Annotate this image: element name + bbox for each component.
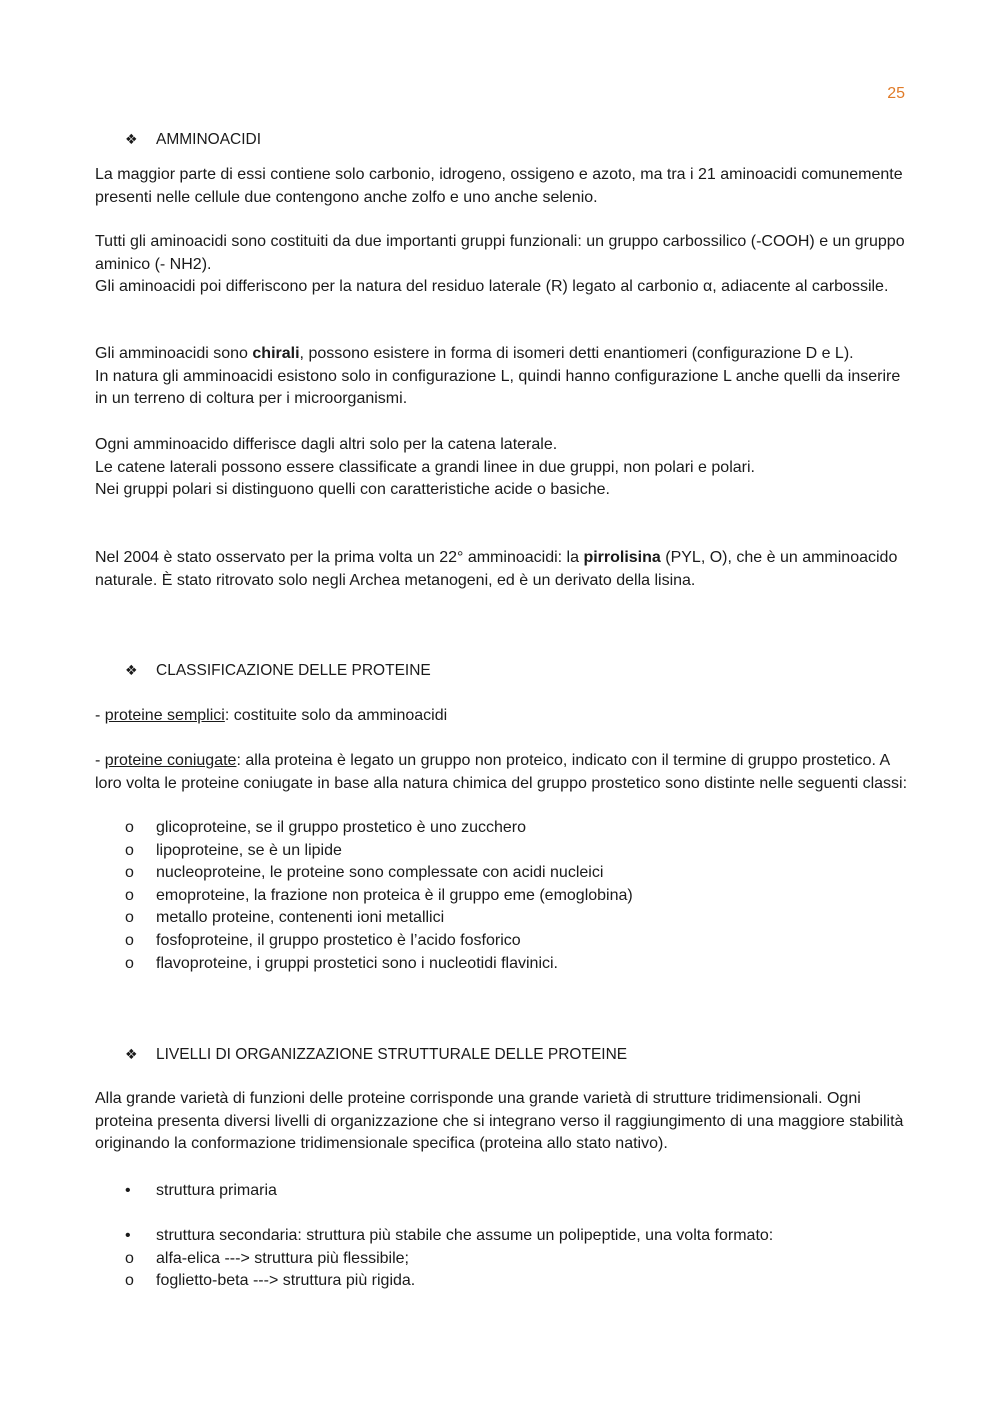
list-item: o foglietto-beta ---> struttura più rigida. <box>125 1270 925 1293</box>
circle-bullet-icon: o <box>125 954 134 972</box>
list-item: o fosfoproteine, il gruppo prostetico è l’acido fosforico <box>125 930 925 953</box>
list-item: o lipoproteine, se è un lipide <box>125 840 925 863</box>
diamond-bullet-icon: ❖ <box>125 662 138 678</box>
circle-bullet-icon: o <box>125 819 134 836</box>
protein-class-list <box>125 817 925 975</box>
bold-term: pirrolisina <box>583 549 661 566</box>
diamond-bullet-icon: ❖ <box>125 1046 138 1062</box>
structure-list <box>125 1180 925 1203</box>
circle-bullet-icon: o <box>125 886 134 904</box>
list-item: o flavoproteine, i gruppi prostetici sono i nucleotidi flavinici. <box>125 953 925 976</box>
structure-list <box>125 1225 925 1293</box>
circle-bullet-icon: o <box>125 909 134 927</box>
section-heading-livelli: ❖ LIVELLI DI ORGANIZZAZIONE STRUTTURALE DELLE PROTEINE <box>125 1043 627 1066</box>
underlined-term: proteine semplici <box>104 707 225 724</box>
list-item: o emoproteine, la frazione non proteica è il gruppo eme (emoglobina) <box>125 885 925 908</box>
section-heading-classificazione: ❖ CLASSIFICAZIONE DELLE PROTEINE <box>125 659 431 682</box>
circle-bullet-icon: o <box>125 1249 134 1267</box>
paragraph: Ogni amminoacido differisce dagli altri solo per la catena laterale. Le catene laterali possono essere classificate a grandi linee in due gruppi, non polari e polari. Nei gruppi polari si distinguono quelli con caratteristiche acide o basiche. <box>95 436 755 498</box>
list-item: • struttura primaria <box>125 1180 925 1203</box>
list-item: o nucleoproteine, le proteine sono complessate con acidi nucleici <box>125 862 925 885</box>
section-heading-amminoacidi: ❖ AMMINOACIDI <box>125 128 261 151</box>
bullet-dot-icon: • <box>125 1182 131 1199</box>
bullet-dot-icon: • <box>125 1227 131 1244</box>
page-number: 25 <box>887 85 905 102</box>
circle-bullet-icon: o <box>125 1272 134 1290</box>
diamond-bullet-icon: ❖ <box>125 131 138 147</box>
bold-term: chirali <box>252 345 300 362</box>
paragraph: Gli amminoacidi sono chirali, possono esistere in forma di isomeri detti enantiomeri (configurazione D e L). In natura gli amminoacidi esistono solo in configurazione L, quindi hanno configurazione L anche quelli da inserire in un terreno di coltura per i microorganismi. <box>95 345 901 407</box>
paragraph: Nel 2004 è stato osservato per la prima volta un 22° amminoacidi: la pirrolisina (PYL, O), che è un amminoacido naturale. È stato ritrovato solo negli Archea metanogeni, ed è un derivato della lisina. <box>95 549 898 589</box>
paragraph: - proteine coniugate: alla proteina è legato un gruppo non proteico, indicato con il termine di gruppo prostetico. A loro volta le proteine coniugate in base alla natura chimica del gruppo prostetico sono distinte nelle seguenti classi: <box>95 752 908 792</box>
list-item: o metallo proteine, contenenti ioni metallici <box>125 907 925 930</box>
list-item: o alfa-elica ---> struttura più flessibile; <box>125 1248 925 1271</box>
list-item: o glicoproteine, se il gruppo prostetico è uno zucchero <box>125 817 925 840</box>
underlined-term: proteine coniugate <box>104 752 237 769</box>
circle-bullet-icon: o <box>125 864 134 882</box>
paragraph: - proteine semplici: costituite solo da amminoacidi <box>95 707 448 724</box>
list-item: • struttura secondaria: struttura più stabile che assume un polipeptide, una volta formato: <box>125 1225 925 1248</box>
circle-bullet-icon: o <box>125 931 134 949</box>
circle-bullet-icon: o <box>125 841 134 859</box>
paragraph: Alla grande varietà di funzioni delle proteine corrisponde una grande varietà di strutture tridimensionali. Ogni proteina presenta diversi livelli di organizzazione che si integrano verso il raggiungimento di una maggiore stabilità originando la conformazione tridimensionale specifica (proteina allo stato nativo). <box>95 1090 904 1152</box>
paragraph: La maggior parte di essi contiene solo carbonio, idrogeno, ossigeno e azoto, ma tra i 21 aminoacidi comunemente presenti nelle cellule due contengono anche zolfo e uno anche selenio. <box>95 166 903 206</box>
paragraph: Tutti gli aminoacidi sono costituiti da due importanti gruppi funzionali: un gruppo carbossilico (-COOH) e un gruppo aminico (- NH2). Gli aminoacidi poi differiscono per la natura del residuo laterale (R) legato al carbonio α, adiacente al carbossile. <box>95 233 905 295</box>
